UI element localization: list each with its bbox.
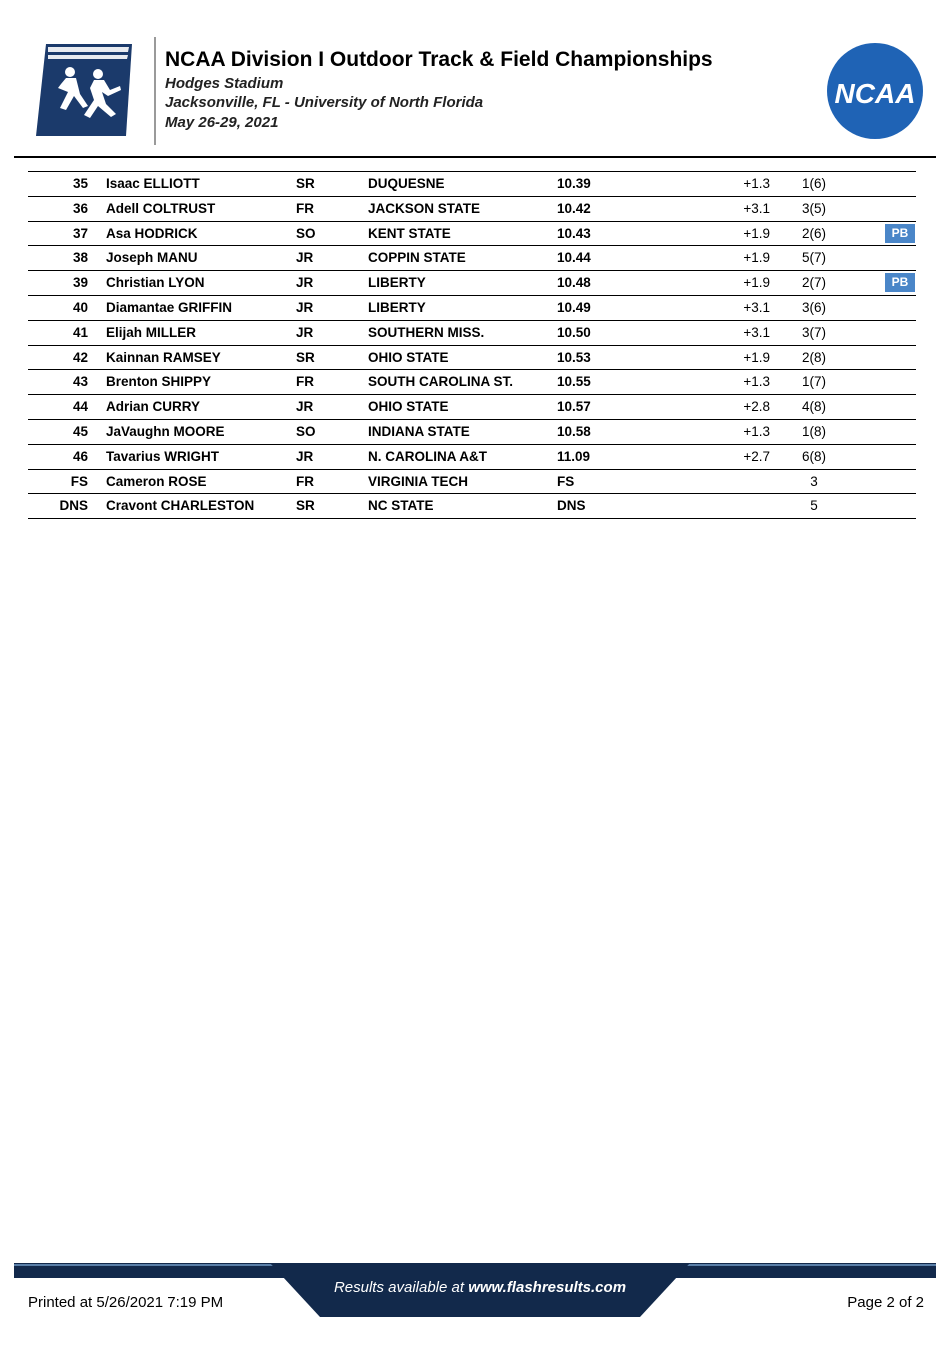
class-year: JR <box>296 299 314 315</box>
athlete-name: Brenton SHIPPY <box>106 374 212 390</box>
results-available-text <box>270 1279 690 1296</box>
heat-place: 2(6) <box>801 225 826 241</box>
place-cell: 40 <box>72 299 88 315</box>
heat-place: 4(8) <box>801 399 826 415</box>
heat-place: 1(8) <box>801 423 826 439</box>
class-year: SO <box>296 225 316 241</box>
team-name: OHIO STATE <box>368 399 449 415</box>
printed-timestamp: Printed at 5/26/2021 7:19 PM <box>28 1294 224 1311</box>
mark-time: DNS <box>557 498 586 514</box>
result-row <box>28 296 916 321</box>
wind-reading: +1.9 <box>743 225 770 241</box>
place-cell: 43 <box>72 374 88 390</box>
class-year: JR <box>296 448 314 464</box>
class-year: FR <box>296 473 314 489</box>
wind-reading: +2.7 <box>743 448 770 464</box>
mark-time: 10.42 <box>557 200 591 216</box>
place-cell: 44 <box>72 399 88 415</box>
result-row <box>28 271 916 296</box>
location: Jacksonville, FL - University of North Florida <box>165 94 484 111</box>
results-table <box>28 171 916 519</box>
ncaa-logo-text: NCAA <box>834 78 916 109</box>
header-rule <box>14 156 936 158</box>
ncaa-logo <box>827 43 923 139</box>
team-name: N. CAROLINA A&T <box>368 448 487 464</box>
result-row <box>28 321 916 346</box>
place-cell: DNS <box>59 498 88 514</box>
team-name: VIRGINIA TECH <box>368 473 469 489</box>
place-cell: 38 <box>72 250 88 266</box>
team-name: OHIO STATE <box>368 349 449 365</box>
result-row <box>28 494 916 519</box>
class-year: JR <box>296 399 314 415</box>
heat-place: 1(6) <box>801 176 826 191</box>
result-row <box>28 222 916 247</box>
wind-reading: +2.8 <box>743 399 770 415</box>
heat-place: 3(5) <box>801 200 826 216</box>
heat-place: 5(7) <box>801 250 826 266</box>
heat-place: 5 <box>810 498 818 514</box>
result-row <box>28 370 916 395</box>
place-cell: FS <box>70 473 88 489</box>
class-year: JR <box>296 324 314 340</box>
athlete-name: Elijah MILLER <box>106 324 197 340</box>
place-cell: 35 <box>72 176 88 191</box>
class-year: SR <box>296 498 315 514</box>
team-name: NC STATE <box>368 498 434 514</box>
mark-time: 10.58 <box>557 423 591 439</box>
athlete-name: Christian LYON <box>106 275 205 291</box>
athlete-name: Kainnan RAMSEY <box>106 349 221 365</box>
class-year: SO <box>296 423 316 439</box>
wind-reading: +1.9 <box>743 250 770 266</box>
athlete-name: Diamantae GRIFFIN <box>106 299 233 315</box>
wind-reading: +3.1 <box>743 299 770 315</box>
place-cell: 39 <box>72 275 88 291</box>
mark-time: FS <box>557 473 575 489</box>
team-name: KENT STATE <box>368 225 451 241</box>
result-row <box>28 346 916 371</box>
team-name: JACKSON STATE <box>368 200 481 216</box>
mark-time: 10.49 <box>557 299 591 315</box>
ncaa-championship-logo <box>36 44 132 136</box>
mark-time: 10.44 <box>557 250 591 266</box>
mark-time: 10.39 <box>557 176 591 191</box>
team-name: SOUTHERN MISS. <box>368 324 485 340</box>
athlete-name: Isaac ELLIOTT <box>106 176 200 191</box>
pb-badge: PB <box>885 224 915 243</box>
mark-time: 10.48 <box>557 275 591 291</box>
athlete-name: Asa HODRICK <box>106 225 198 241</box>
class-year: SR <box>296 349 315 365</box>
wind-reading: +1.3 <box>743 176 770 191</box>
heat-place: 2(8) <box>801 349 826 365</box>
athlete-name: Cameron ROSE <box>106 473 207 489</box>
mark-time: 10.57 <box>557 399 591 415</box>
result-row <box>28 445 916 470</box>
mark-time: 10.55 <box>557 374 591 390</box>
result-row <box>28 171 916 197</box>
place-cell: 45 <box>72 423 88 439</box>
wind-reading: +1.9 <box>743 349 770 365</box>
team-name: LIBERTY <box>368 275 426 291</box>
mark-time: 10.50 <box>557 324 591 340</box>
athlete-name: Adrian CURRY <box>106 399 201 415</box>
heat-place: 3(6) <box>801 299 826 315</box>
result-row <box>28 395 916 420</box>
athlete-name: Cravont CHARLESTON <box>106 498 255 514</box>
place-cell: 36 <box>72 200 88 216</box>
result-row <box>28 420 916 445</box>
class-year: JR <box>296 275 314 291</box>
pb-badge: PB <box>885 273 915 292</box>
venue: Hodges Stadium <box>165 75 284 92</box>
athlete-name: JaVaughn MOORE <box>106 423 225 439</box>
team-name: INDIANA STATE <box>368 423 470 439</box>
heat-place: 2(7) <box>801 275 826 291</box>
team-name: COPPIN STATE <box>368 250 466 266</box>
athlete-name: Adell COLTRUST <box>106 200 216 216</box>
heat-place: 1(7) <box>801 374 826 390</box>
mark-time: 10.43 <box>557 225 591 241</box>
wind-reading: +1.3 <box>743 423 770 439</box>
mark-time: 10.53 <box>557 349 591 365</box>
meet-dates: May 26-29, 2021 <box>165 114 279 131</box>
page-title: NCAA Division I Outdoor Track & Field Championships <box>165 48 713 71</box>
athlete-name: Tavarius WRIGHT <box>106 448 220 464</box>
place-cell: 41 <box>72 324 88 340</box>
result-row <box>28 470 916 495</box>
heat-place: 6(8) <box>801 448 826 464</box>
flashresults-link[interactable]: www.flashresults.com <box>468 1279 627 1296</box>
mark-time: 11.09 <box>557 448 591 464</box>
page-number: Page 2 of 2 <box>847 1294 924 1311</box>
class-year: FR <box>296 200 314 216</box>
wind-reading: +1.9 <box>743 275 770 291</box>
place-cell: 46 <box>72 448 88 464</box>
place-cell: 42 <box>72 349 88 365</box>
result-row <box>28 246 916 271</box>
wind-reading: +1.3 <box>743 374 770 390</box>
class-year: SR <box>296 176 315 191</box>
wind-reading: +3.1 <box>743 200 770 216</box>
class-year: JR <box>296 250 314 266</box>
wind-reading: +3.1 <box>743 324 770 340</box>
team-name: DUQUESNE <box>368 176 445 191</box>
header-divider <box>154 37 156 145</box>
heat-place: 3(7) <box>801 324 826 340</box>
place-cell: 37 <box>72 225 88 241</box>
athlete-name: Joseph MANU <box>106 250 198 266</box>
heat-place: 3 <box>810 473 818 489</box>
team-name: LIBERTY <box>368 299 426 315</box>
result-row <box>28 197 916 222</box>
results-available-prefix: Results available at <box>333 1279 469 1296</box>
team-name: SOUTH CAROLINA ST. <box>368 374 513 390</box>
class-year: FR <box>296 374 314 390</box>
